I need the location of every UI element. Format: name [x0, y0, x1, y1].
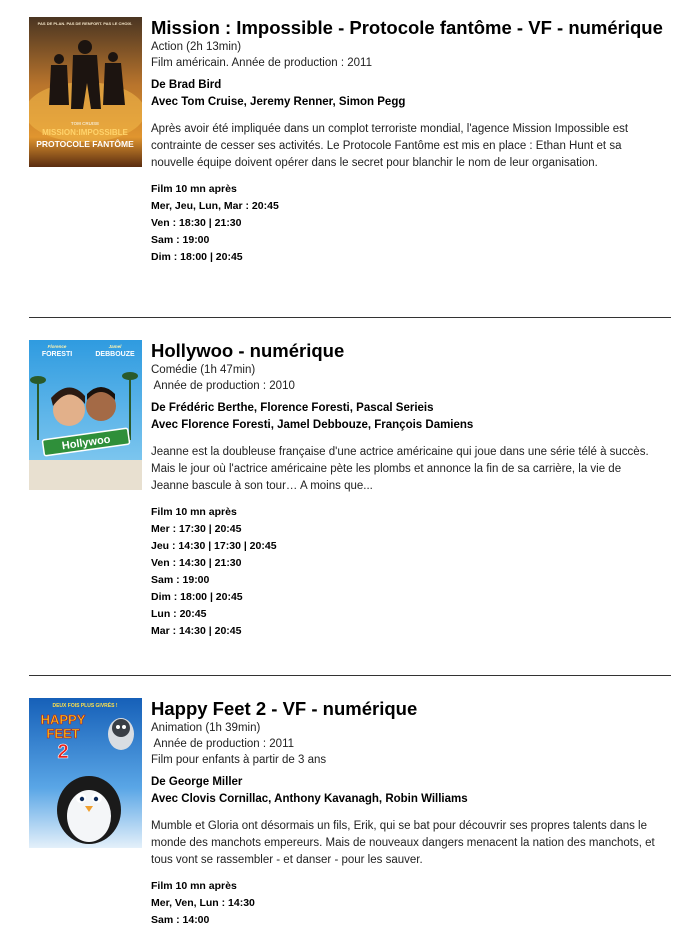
showtime-line: Mar : 14:30 | 20:45: [151, 625, 242, 637]
svg-text:Hollywoo: Hollywoo: [61, 433, 112, 453]
film-genre: Animation (1h 39min): [151, 722, 261, 734]
film-cast: Avec Clovis Cornillac, Anthony Kavanagh, Robin Williams: [151, 793, 468, 805]
showtime-line: Sam : 19:00: [151, 574, 210, 586]
film-info-mission-impossible: [151, 17, 679, 266]
film-credits: [151, 77, 679, 111]
film-showtimes: [151, 878, 679, 929]
showtime-note: Film 10 mn après: [151, 183, 237, 195]
film-production: Année de production : 2011: [151, 738, 295, 750]
film-divider: [29, 317, 671, 318]
film-production: Année de production : 2010: [151, 380, 295, 392]
film-title[interactable]: Happy Feet 2 - VF - numérique: [151, 698, 418, 719]
film-title[interactable]: Hollywoo - numérique: [151, 340, 345, 361]
showtime-line: Dim : 18:00 | 20:45: [151, 591, 243, 603]
film-credits: [151, 400, 679, 434]
film-info-hollywoo: [151, 340, 679, 640]
svg-text:PROTOCOLE FANTÔME: PROTOCOLE FANTÔME: [36, 139, 134, 149]
film-synopsis: Jeanne est la doubleuse française d'une actrice américaine qui joue dans une série télé à succès. Mais le jour où l'actrice américaine pète les plombs et annonce la fin de sa carrière, la vie de Jeanne bascule à son tour… A moins que...: [151, 446, 649, 492]
film-synopsis: Après avoir été impliquée dans un complot terroriste mondial, l'agence Mission Impossible est contrainte de cesser ses activités. Le Protocole Fantôme est mis en place : Ethan Hunt et sa nouvelle équipe doivent opérer dans le secret pour blanchir le nom de leur organisation.: [151, 123, 629, 169]
film-director: De Brad Bird: [151, 79, 222, 91]
svg-text:DEBBOUZE: DEBBOUZE: [95, 351, 135, 358]
svg-text:HAPPY: HAPPY: [40, 712, 86, 727]
svg-text:MISSION:IMPOSSIBLE: MISSION:IMPOSSIBLE: [42, 128, 128, 137]
film-title[interactable]: Mission : Impossible - Protocole fantôme - VF - numérique: [151, 17, 663, 38]
film-director: De Frédéric Berthe, Florence Foresti, Pascal Serieis: [151, 402, 434, 414]
poster-mission-impossible[interactable]: [29, 17, 142, 167]
film-audience: Film pour enfants à partir de 3 ans: [151, 754, 327, 766]
film-synopsis: Mumble et Gloria ont désormais un fils, Erik, qui se bat pour découvrir ses propres talents dans le monde des manchots empereurs. Mais de nouveaux dangers menacent la nation des manchots, et tous vont se rassembler - et danser - pour les sauver.: [151, 820, 655, 866]
film-director: De George Miller: [151, 776, 243, 788]
showtime-line: Sam : 19:00: [151, 234, 210, 246]
film-credits: [151, 774, 679, 808]
showtime-note: Film 10 mn après: [151, 880, 237, 892]
poster-mission-impossible-image: [29, 17, 142, 167]
showtime-line: Mer : 17:30 | 20:45: [151, 523, 242, 535]
film-genre: Action (2h 13min): [151, 41, 242, 53]
film-info-happy-feet-2: [151, 698, 679, 929]
poster-happy-feet-2[interactable]: [29, 698, 142, 848]
svg-text:2: 2: [57, 741, 69, 763]
svg-text:DEUX FOIS PLUS GIVRÉS !: DEUX FOIS PLUS GIVRÉS !: [52, 703, 118, 709]
film-showtimes: [151, 181, 679, 266]
svg-text:FEET: FEET: [46, 726, 80, 741]
showtime-line: Dim : 18:00 | 20:45: [151, 251, 243, 263]
showtime-line: Mer, Jeu, Lun, Mar : 20:45: [151, 200, 279, 212]
film-production: Film américain. Année de production : 2011: [151, 57, 372, 69]
svg-text:Jamel: Jamel: [108, 344, 122, 349]
showtime-line: Ven : 14:30 | 21:30: [151, 557, 242, 569]
svg-text:PAS DE PLAN. PAS DE RENFORT. P: PAS DE PLAN. PAS DE RENFORT. PAS LE CHOIX.: [37, 21, 133, 26]
film-genre: Comédie (1h 47min): [151, 364, 256, 376]
showtime-line: Mer, Ven, Lun : 14:30: [151, 897, 255, 909]
showtime-line: Lun : 20:45: [151, 608, 207, 620]
film-divider: [29, 675, 671, 676]
svg-text:Florence: Florence: [47, 344, 67, 349]
poster-happy-feet-2-image: [29, 698, 142, 848]
film-cast: Avec Tom Cruise, Jeremy Renner, Simon Pegg: [151, 96, 406, 108]
film-showtimes: [151, 504, 679, 640]
svg-text:TOM CRUISE: TOM CRUISE: [70, 121, 100, 126]
poster-hollywoo-image: [29, 340, 142, 490]
svg-text:FORESTI: FORESTI: [41, 351, 73, 358]
showtime-line: Sam : 14:00: [151, 914, 210, 926]
poster-hollywoo[interactable]: [29, 340, 142, 490]
showtime-note: Film 10 mn après: [151, 506, 237, 518]
showtime-line: Jeu : 14:30 | 17:30 | 20:45: [151, 540, 277, 552]
film-cast: Avec Florence Foresti, Jamel Debbouze, François Damiens: [151, 419, 474, 431]
showtime-line: Ven : 18:30 | 21:30: [151, 217, 242, 229]
